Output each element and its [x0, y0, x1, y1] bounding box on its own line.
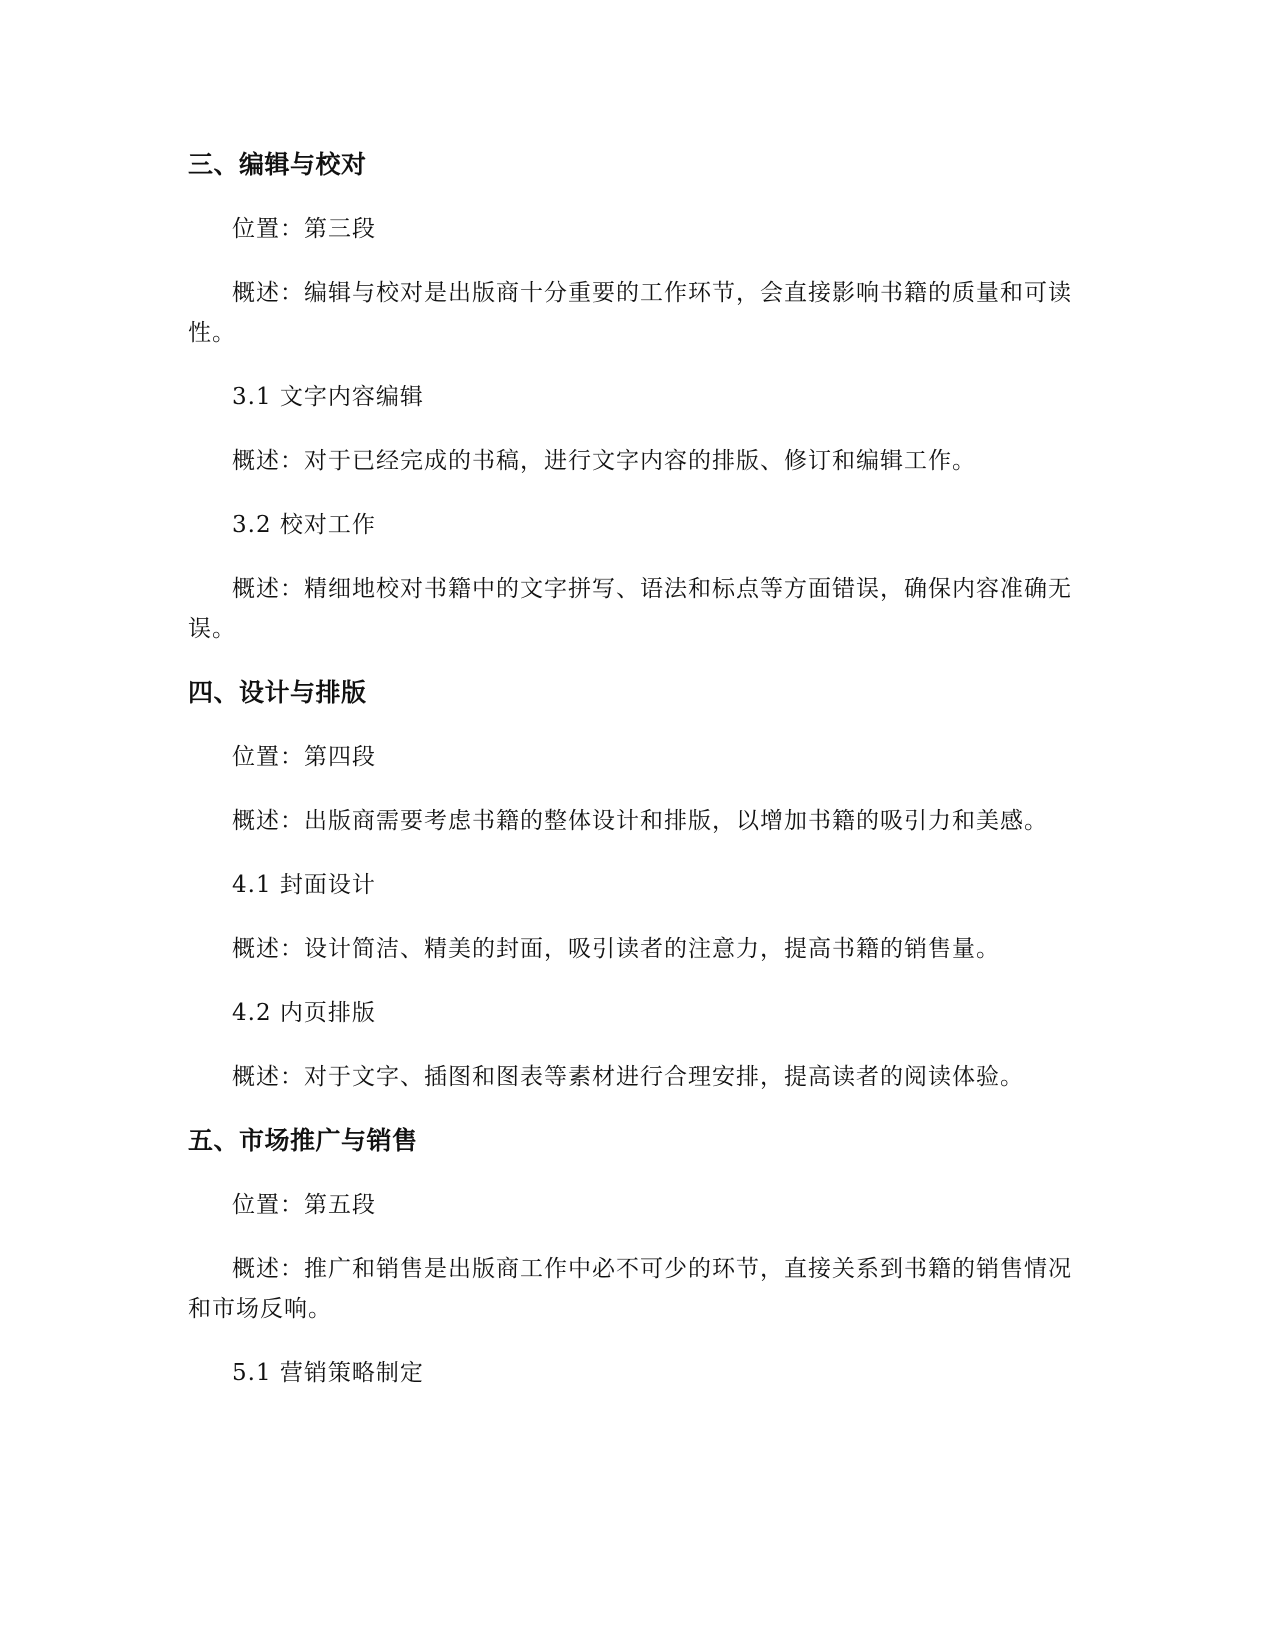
subsection-title: 4.1 封面设计	[232, 872, 376, 898]
section-location: 位置：第五段	[232, 1192, 376, 1218]
subsection-summary: 概述：设计简洁、精美的封面，吸引读者的注意力，提高书籍的销售量。	[232, 936, 1000, 962]
subsection-title: 4.2 内页排版	[232, 1000, 376, 1026]
section-location: 位置：第三段	[232, 216, 376, 242]
subsection-summary: 概述：对于已经完成的书稿，进行文字内容的排版、修订和编辑工作。	[232, 448, 976, 474]
subsection-summary: 概述：对于文字、插图和图表等素材进行合理安排，提高读者的阅读体验。	[232, 1064, 1024, 1090]
subsection-title: 5.1 营销策略制定	[232, 1360, 424, 1386]
subsection-title: 3.2 校对工作	[232, 512, 376, 538]
section-summary: 概述：推广和销售是出版商工作中必不可少的环节，直接关系到书籍的销售情况和市场反响。	[188, 1256, 1072, 1322]
section-summary: 概述：编辑与校对是出版商十分重要的工作环节，会直接影响书籍的质量和可读性。	[188, 280, 1072, 346]
subsection-summary: 概述：精细地校对书籍中的文字拼写、语法和标点等方面错误，确保内容准确无误。	[188, 576, 1072, 642]
subsection-title: 3.1 文字内容编辑	[232, 384, 424, 410]
section-heading: 三、编辑与校对	[188, 150, 367, 179]
section-heading: 五、市场推广与销售	[188, 1126, 418, 1155]
section-heading: 四、设计与排版	[188, 678, 367, 707]
section-summary: 概述：出版商需要考虑书籍的整体设计和排版，以增加书籍的吸引力和美感。	[232, 808, 1048, 834]
section-location: 位置：第四段	[232, 744, 376, 770]
document-body	[188, 145, 1088, 1417]
